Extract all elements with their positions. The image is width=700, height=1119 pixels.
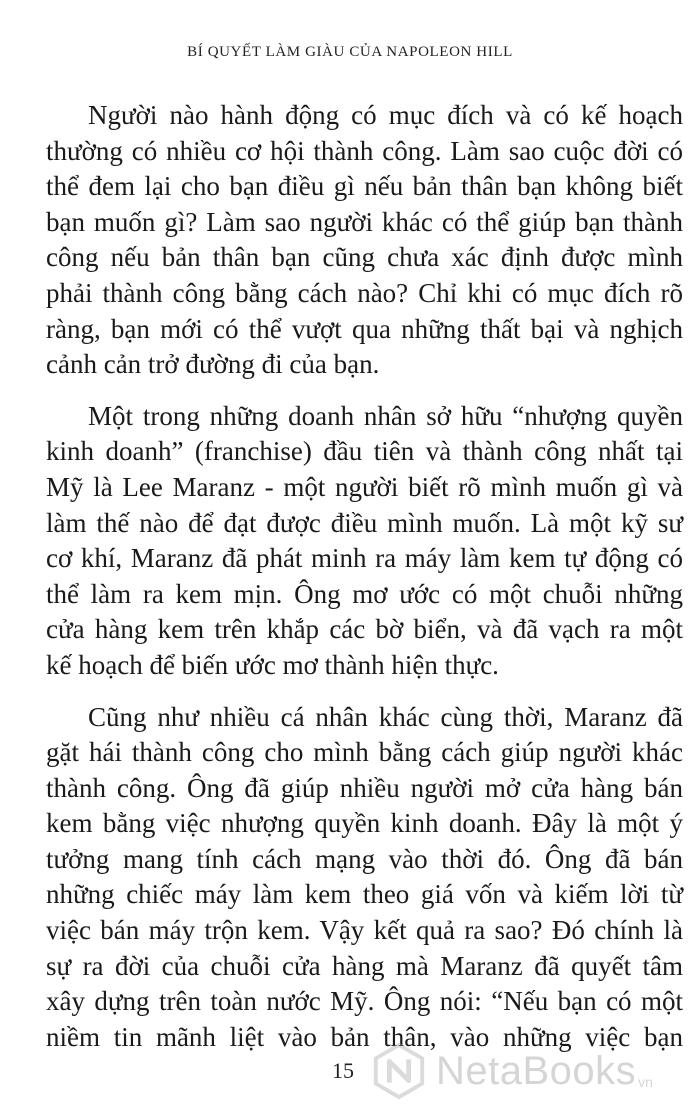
text-line: kem bằng việc nhượng quyền kinh doanh. Đây là một ý (46, 808, 683, 839)
text-line: cơ khí, Maranz đã phát minh ra máy làm kem tự động có (46, 543, 683, 574)
watermark (370, 1036, 690, 1106)
text-line: việc bán máy trộn kem. Vậy kết quả ra sao? Đó chính là (46, 915, 683, 946)
body-text (46, 98, 683, 1071)
text-line: những chiếc máy làm kem theo giá vốn và kiếm lời từ (46, 879, 683, 910)
text-line: xây dựng trên toàn nước Mỹ. Ông nói: “Nếu bạn có một (46, 986, 683, 1017)
text-line: thể làm ra kem mịn. Ông mơ ước có một chuỗi những (46, 578, 683, 609)
text-line: ràng, bạn mới có thể vượt qua những thất bại và nghịch (46, 313, 683, 344)
text-line: kinh doanh” (franchise) đầu tiên và thành công nhất tại (46, 436, 683, 467)
watermark-brand: NetaBooks (436, 1048, 637, 1093)
text-line: thành công. Ông đã giúp nhiều người mở cửa hàng bán (46, 772, 683, 803)
text-line: cửa hàng kem trên khắp các bờ biển, và đã vạch ra một (46, 614, 683, 645)
running-header: BÍ QUYẾT LÀM GIÀU CỦA NAPOLEON HILL (187, 44, 513, 60)
paragraph (46, 98, 683, 383)
text-line: kế hoạch để biến ước mơ thành hiện thực. (46, 649, 499, 680)
text-line: sự ra đời của chuỗi cửa hàng mà Maranz đã quyết tâm (46, 950, 683, 981)
text-line: gặt hái thành công cho mình bằng cách giúp người khác (46, 737, 683, 768)
text-line: phải thành công bằng cách nào? Chỉ khi có mục đích rõ (46, 277, 683, 308)
text-line: Người nào hành động có mục đích và có kế hoạch (88, 100, 683, 130)
text-line: niềm tin mãnh liệt vào bản thân, vào những việc bạn (46, 1021, 683, 1052)
page-number: 15 (332, 1058, 354, 1083)
text-line: làm thế nào để đạt được điều mình muốn. Là một kỹ sư (46, 507, 683, 538)
text-line: tưởng mang tính cách mạng vào thời đó. Ông đã bán (46, 843, 683, 874)
paragraph (46, 700, 683, 1056)
text-line: thể đem lại cho bạn điều gì nếu bản thân bạn không biết (46, 171, 683, 202)
text-line: Cũng như nhiều cá nhân khác cùng thời, Maranz đã (88, 701, 683, 732)
text-line: cảnh cản trở đường đi của bạn. (46, 349, 380, 380)
text-line: Một trong những doanh nhân sở hữu “nhượng quyền (88, 400, 683, 431)
netabooks-logo-icon (370, 1042, 428, 1100)
text-line: bạn muốn gì? Làm sao người khác có thể giúp bạn thành (46, 206, 683, 237)
text-line: Mỹ là Lee Maranz - một người biết rõ mình muốn gì và (46, 471, 683, 502)
text-line: thường có nhiều cơ hội thành công. Làm sao cuộc đời có (46, 135, 683, 166)
watermark-suffix: vn (638, 1074, 653, 1090)
text-line: công nếu bản thân bạn cũng chưa xác định được mình (46, 242, 683, 273)
paragraph (46, 399, 683, 684)
